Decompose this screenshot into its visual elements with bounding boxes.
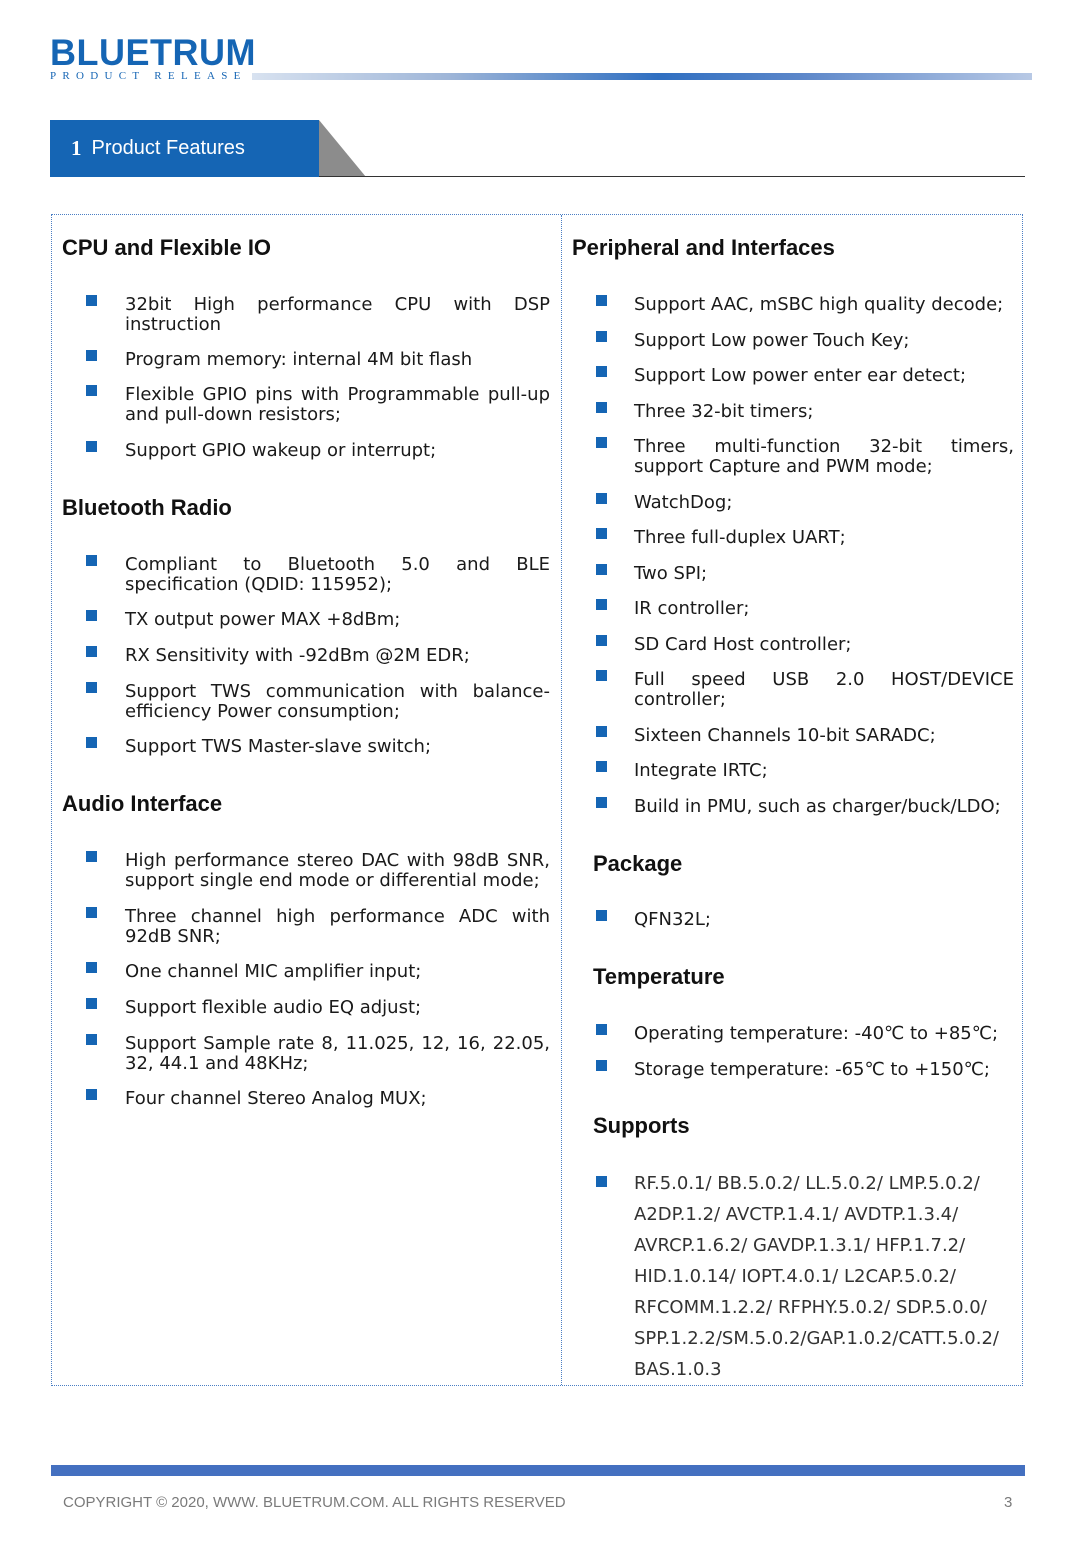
square-bullet-icon xyxy=(596,635,607,646)
square-bullet-icon xyxy=(596,726,607,737)
square-bullet-icon xyxy=(86,737,97,748)
heading-cpu: CPU and Flexible IO xyxy=(62,235,272,260)
square-bullet-icon xyxy=(86,962,97,973)
square-bullet-icon xyxy=(86,1034,97,1045)
section-title: Product Features xyxy=(91,137,245,159)
footer-copyright: COPYRIGHT © 2020, WWW. BLUETRUM.COM. ALL RIGHTS RESERVED xyxy=(63,1494,566,1511)
square-bullet-icon xyxy=(596,366,607,377)
square-bullet-icon xyxy=(596,761,607,772)
square-bullet-icon xyxy=(86,350,97,361)
square-bullet-icon xyxy=(596,528,607,539)
section-number: 1 xyxy=(71,136,82,160)
heading-package: Package xyxy=(593,851,683,876)
heading-bluetooth: Bluetooth Radio xyxy=(62,495,232,520)
square-bullet-icon xyxy=(596,493,607,504)
square-bullet-icon xyxy=(86,998,97,1009)
square-bullet-icon xyxy=(596,402,607,413)
square-bullet-icon xyxy=(596,1060,607,1071)
section-corner-shape xyxy=(319,120,366,177)
section-title-bar xyxy=(50,120,1025,178)
section-label xyxy=(50,120,319,177)
column-divider xyxy=(561,215,562,1385)
square-bullet-icon xyxy=(596,1176,607,1187)
square-bullet-icon xyxy=(86,682,97,693)
square-bullet-icon xyxy=(596,599,607,610)
heading-audio: Audio Interface xyxy=(62,791,223,816)
square-bullet-icon xyxy=(596,1024,607,1035)
logo-wordmark: BLUETRUM xyxy=(50,31,256,74)
header-gradient-line xyxy=(252,73,1032,80)
footer-bar xyxy=(51,1465,1025,1476)
section-underline xyxy=(319,176,1025,177)
square-bullet-icon xyxy=(86,385,97,396)
square-bullet-icon xyxy=(596,564,607,575)
logo-tagline: PRODUCT RELEASE xyxy=(50,70,247,82)
square-bullet-icon xyxy=(596,670,607,681)
supports-list: RF.5.0.1/ BB.5.0.2/ LL.5.0.2/ LMP.5.0.2/ A2DP.1.2/ AVCTP.1.4.1/ AVDTP.1.3.4/ AVRCP.1.6.2/ GAVDP.1.3.1/ HFP.1.7.2/ HID.1.0.14/ IOPT.4.0.1/ L2CAP.5.0.2/ RFCOMM.1.2.2/ RFPHY.5.0.2/ SDP.5.0.0/ SPP.1.2.2/SM.5.0.2/GAP.1.0.2/CATT.5.0.2/ BAS.1.0.3 xyxy=(634,1173,999,1380)
square-bullet-icon xyxy=(596,295,607,306)
square-bullet-icon xyxy=(86,555,97,566)
features-table: CPU and Flexible IO 32bit High performance CPU with DSP instruction Program memory: internal 4M bit flash Flexible GPIO pins with Programmable pull-up and pull-down resistors; Support GPIO wakeup or interrupt; Bluetooth Radio Compliant to Bluetooth 5.0 and BLE specification (QDID: 115952); TX output power MAX +8dBm; RX Sensitivity with -92dBm @2M EDR; Support TWS communication with balance-efficiency Power consumption; Support TWS Master-slave switch; Audio Interface High performance stereo DAC with 98dB SNR, support single end mode or differential mode; Three channel high performance ADC with 92dB SNR; One channel MIC amplifier input; Support flexible audio EQ adjust; Support Sample rate 8, 11.025, 12, 16, 22.05, 32, 44.1 and 48KHz; Four channel Stereo Analog MUX; Peripheral and Interfaces Support AAC, mSBC high quality decode; Support Low power Touch Key; Support Low power enter ear detect; Three 32-bit timers; Three multi-function 32-bit timers, support Capture and PWM mode; WatchDog; Three full-duplex UART; Two SPI; IR controller; SD Card Host controller; Full speed USB 2.0 HOST/DEVICE controller; Sixteen Channels 10-bit SARADC; Integrate IRTC; Build in PMU, such as charger/buck/LDO; Package QFN32L; Temperature Operating temperature: -40℃ to +85℃; Storage temperature: -65℃ to +150℃; Supports RF.5.0.1/ BB.5.0.2/ LL.5.0.2/ LMP.5.0.2/ A2DP.1.2/ AVCTP.1.4.1/ AVDTP.1.3.4/ AVRCP.1.6.2/ GAVDP.1.3.1/ HFP.1.7.2/ HID.1.0.14/ IOPT.4.0.1/ L2CAP.5.0.2/ RFCOMM.1.2.2/ RFPHY.5.0.2/ SDP.5.0.0/ SPP.1.2.2/SM.5.0.2/GAP.1.0.2/CATT.5.0.2/ BAS.1.0.3 xyxy=(51,214,1023,1386)
heading-temperature: Temperature xyxy=(593,964,725,989)
company-logo xyxy=(50,31,265,82)
square-bullet-icon xyxy=(596,331,607,342)
square-bullet-icon xyxy=(596,910,607,921)
page-number: 3 xyxy=(1004,1494,1013,1511)
square-bullet-icon xyxy=(596,797,607,808)
square-bullet-icon xyxy=(86,441,97,452)
square-bullet-icon xyxy=(86,646,97,657)
square-bullet-icon xyxy=(596,437,607,448)
heading-supports: Supports xyxy=(593,1113,690,1138)
heading-peripheral: Peripheral and Interfaces xyxy=(572,235,835,260)
square-bullet-icon xyxy=(86,851,97,862)
square-bullet-icon xyxy=(86,610,97,621)
square-bullet-icon xyxy=(86,295,97,306)
square-bullet-icon xyxy=(86,907,97,918)
square-bullet-icon xyxy=(86,1089,97,1100)
